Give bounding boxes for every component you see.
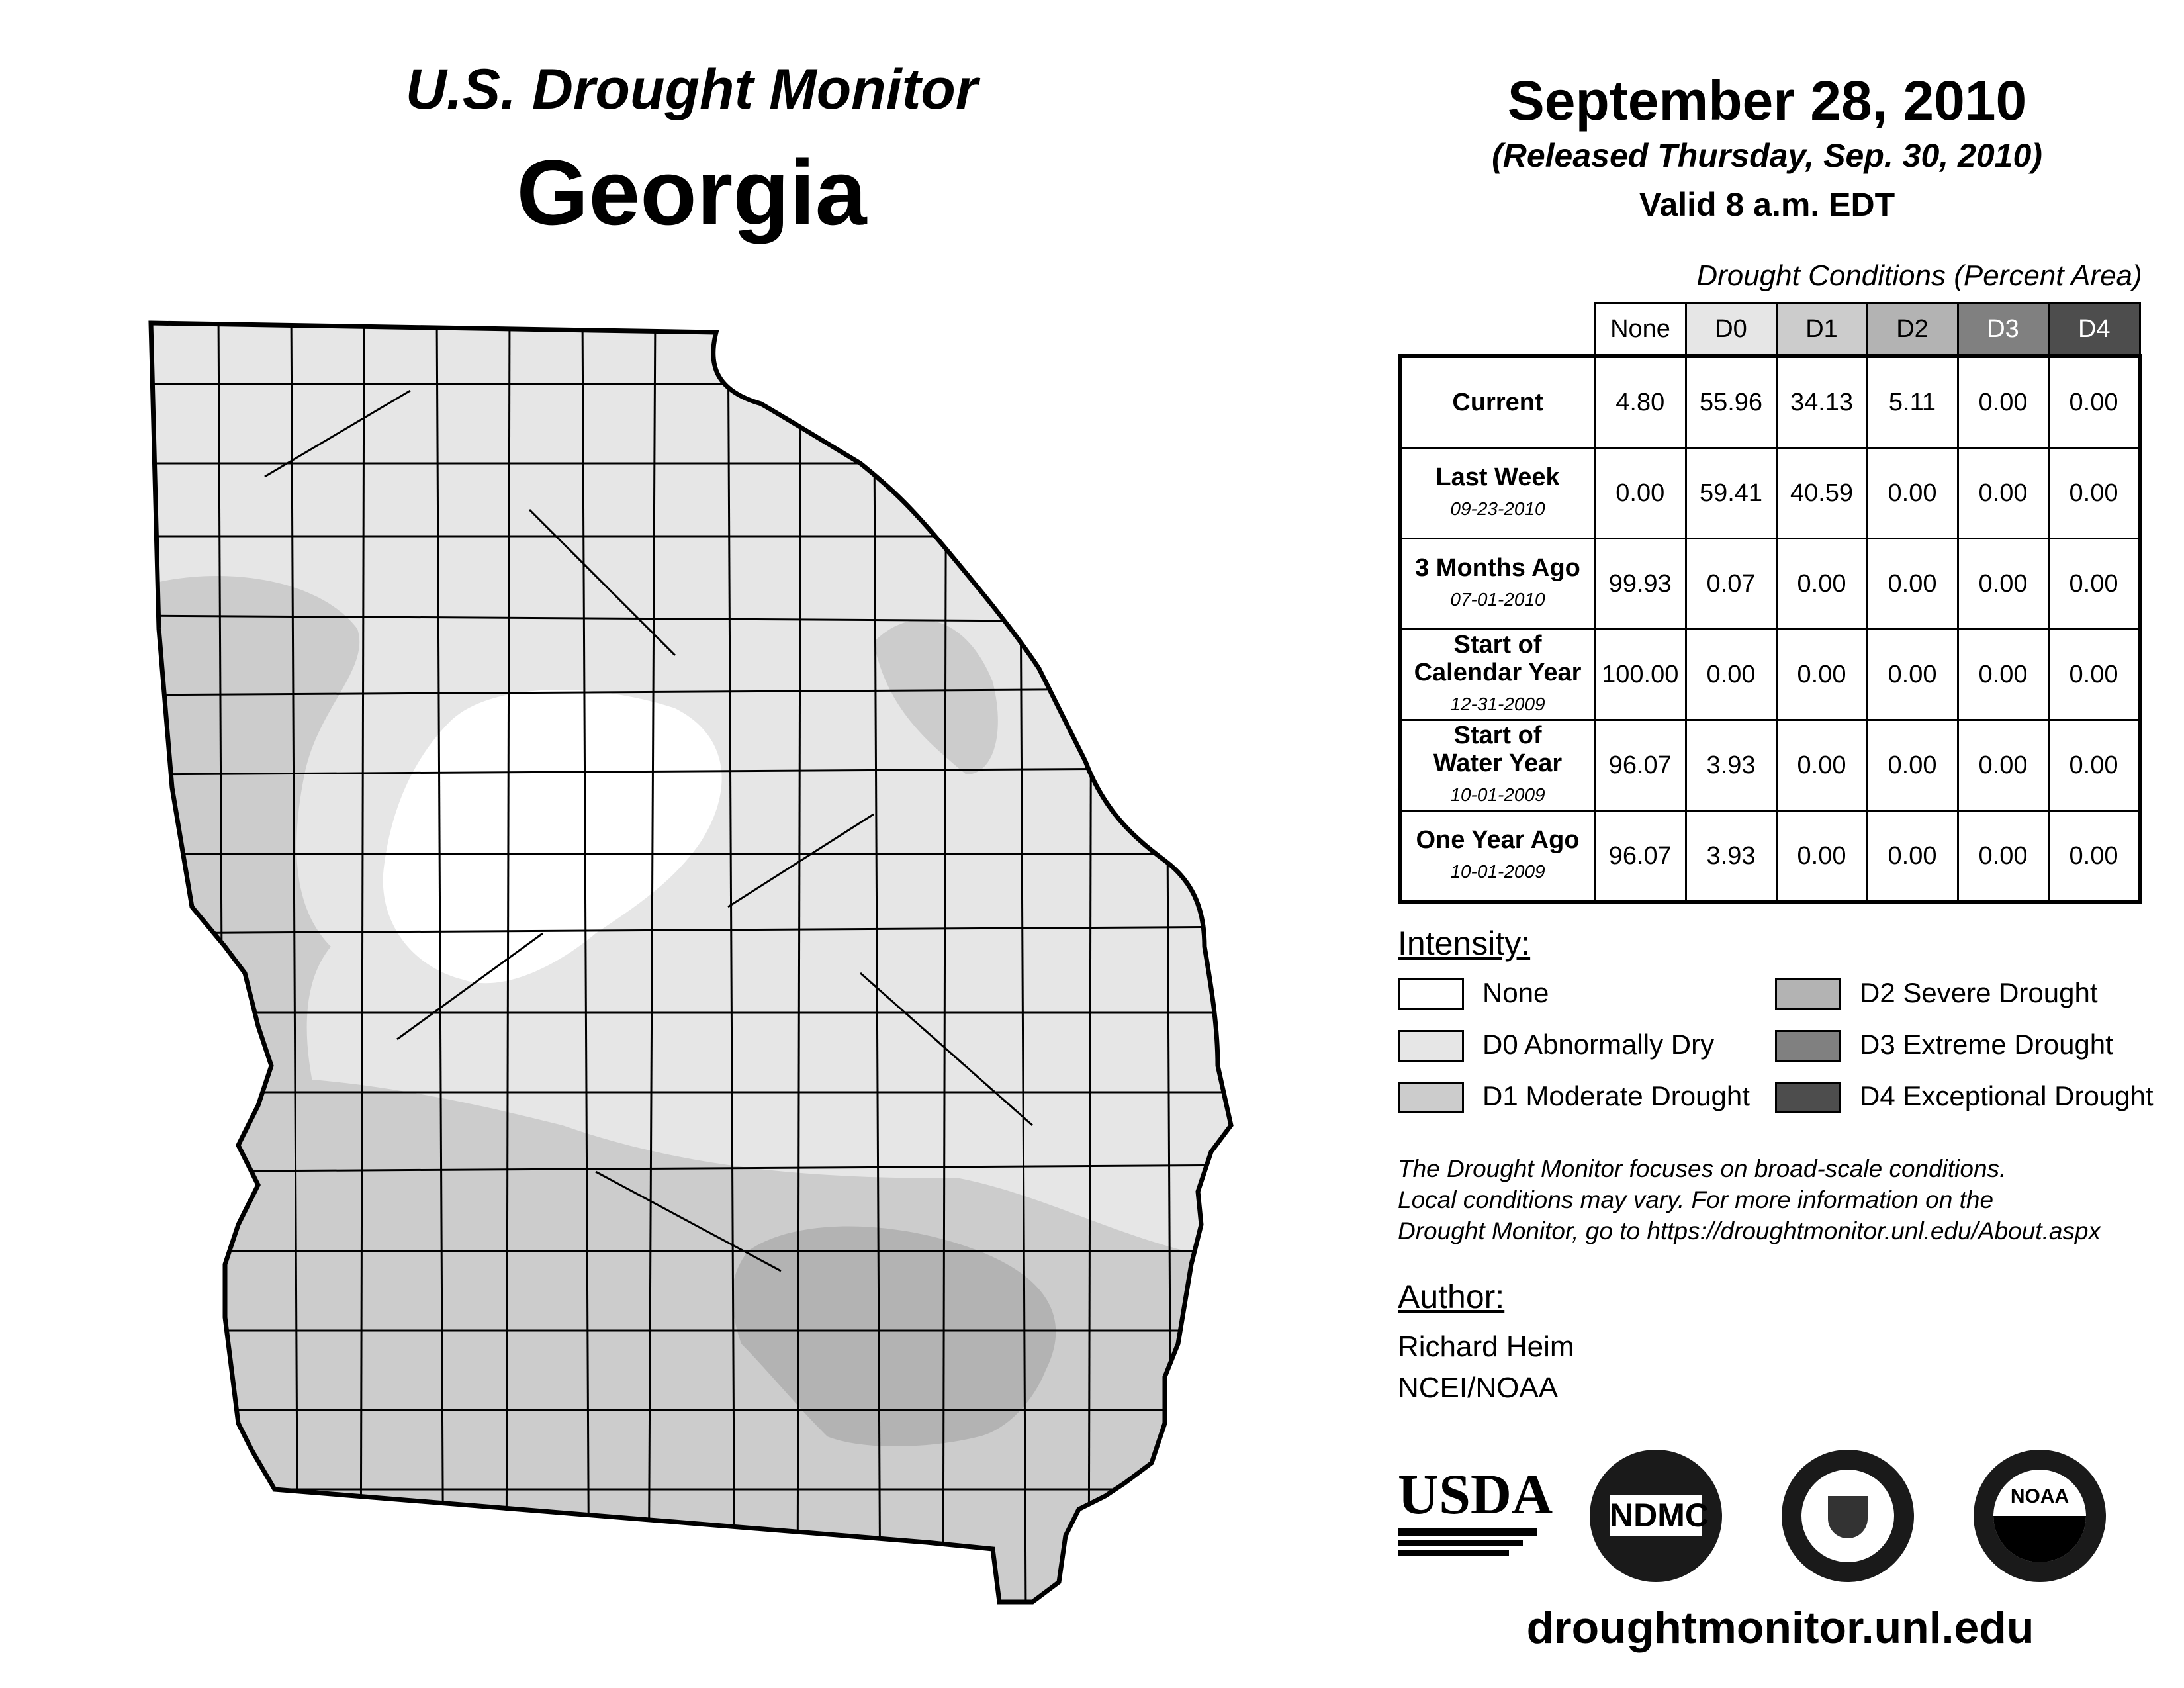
- usda-logo: USDA: [1398, 1464, 1537, 1564]
- cell-value: 0.00: [1958, 356, 2048, 448]
- cell-value: 0.00: [1776, 539, 1867, 630]
- note-line: The Drought Monitor focuses on broad-scale conditions.: [1398, 1155, 2007, 1182]
- row-label: [1400, 356, 1595, 448]
- column-header-d1: D1: [1776, 303, 1867, 357]
- table-row: [1400, 448, 2140, 539]
- row-label-line: Last Week: [1435, 463, 1560, 491]
- cell-value: 40.59: [1776, 448, 1867, 539]
- cell-value: 0.00: [1595, 448, 1686, 539]
- valid-time: Valid 8 a.m. EDT: [1639, 186, 1895, 223]
- author-name: Richard Heim: [1398, 1331, 1574, 1363]
- cell-value: 0.00: [1958, 539, 2048, 630]
- column-header-none: None: [1595, 303, 1686, 357]
- table-row: [1400, 811, 2140, 903]
- disclaimer-note: [1398, 1153, 2159, 1246]
- row-date: 10-01-2009: [1450, 861, 1545, 882]
- cell-value: 0.00: [1958, 720, 2048, 811]
- legend-label: None: [1482, 977, 1549, 1008]
- column-header-d2: D2: [1867, 303, 1958, 357]
- row-label-line: Start of: [1453, 631, 1542, 659]
- monitor-title: U.S. Drought Monitor: [405, 58, 978, 121]
- column-header-d3: D3: [1958, 303, 2048, 357]
- row-label-line: Calendar Year: [1414, 659, 1582, 686]
- row-label-line: One Year Ago: [1416, 826, 1580, 854]
- state-title: Georgia: [516, 140, 867, 244]
- cell-value: 59.41: [1686, 448, 1776, 539]
- row-label-line: Current: [1452, 389, 1543, 416]
- legend-swatch: [1398, 1030, 1464, 1062]
- cell-value: 0.00: [1867, 539, 1958, 630]
- cell-value: 0.00: [1776, 811, 1867, 903]
- ndmc-logo: NDMC: [1590, 1450, 1722, 1582]
- row-label: [1400, 539, 1595, 630]
- cell-value: 5.11: [1867, 356, 1958, 448]
- legend-swatch: [1775, 978, 1841, 1010]
- row-date: 09-23-2010: [1450, 498, 1545, 519]
- cell-value: 3.93: [1686, 811, 1776, 903]
- cell-value: 99.93: [1595, 539, 1686, 630]
- cell-value: 0.07: [1686, 539, 1776, 630]
- map-date: September 28, 2010: [1507, 70, 2027, 132]
- cell-value: 0.00: [2048, 356, 2140, 448]
- row-label-line: Water Year: [1433, 749, 1563, 777]
- cell-value: 0.00: [1867, 720, 1958, 811]
- cell-value: 0.00: [1776, 720, 1867, 811]
- column-header-d0: D0: [1686, 303, 1776, 357]
- georgia-drought-map: [132, 311, 1257, 1615]
- legend-label: D2 Severe Drought: [1860, 977, 2098, 1008]
- release-date: (Released Thursday, Sep. 30, 2010): [1492, 137, 2042, 174]
- legend-swatch: [1775, 1030, 1841, 1062]
- cell-value: 0.00: [1867, 630, 1958, 720]
- row-label: [1400, 448, 1595, 539]
- legend-label: D4 Exceptional Drought: [1860, 1080, 2154, 1111]
- cell-value: 0.00: [1776, 630, 1867, 720]
- cell-value: 4.80: [1595, 356, 1686, 448]
- note-line: Local conditions may vary. For more information on the: [1398, 1186, 1994, 1213]
- cell-value: 0.00: [1867, 448, 1958, 539]
- table-row: [1400, 539, 2140, 630]
- cell-value: 0.00: [1686, 630, 1776, 720]
- note-line: Drought Monitor, go to https://droughtmonitor.unl.edu/About.aspx: [1398, 1217, 2101, 1244]
- legend-label: D1 Moderate Drought: [1482, 1080, 1750, 1111]
- row-label: [1400, 720, 1595, 811]
- table-row: [1400, 356, 2140, 448]
- cell-value: 0.00: [2048, 811, 2140, 903]
- cell-value: 3.93: [1686, 720, 1776, 811]
- row-label: [1400, 811, 1595, 903]
- noaa-logo: NOAA: [1974, 1450, 2106, 1582]
- column-header-d4: D4: [2048, 303, 2140, 357]
- row-date: 07-01-2010: [1450, 589, 1545, 610]
- legend-label: D3 Extreme Drought: [1860, 1029, 2113, 1060]
- cell-value: 0.00: [2048, 720, 2140, 811]
- legend-swatch: [1775, 1082, 1841, 1113]
- cell-value: 55.96: [1686, 356, 1776, 448]
- site-url: droughtmonitor.unl.edu: [1526, 1603, 2034, 1653]
- cell-value: 0.00: [1958, 811, 2048, 903]
- legend-label: D0 Abnormally Dry: [1482, 1029, 1715, 1060]
- cell-value: 0.00: [1958, 448, 2048, 539]
- table-corner: [1400, 303, 1595, 357]
- legend-swatch: [1398, 1082, 1464, 1113]
- cell-value: 0.00: [1867, 811, 1958, 903]
- table-row: [1400, 720, 2140, 811]
- cell-value: 96.07: [1595, 720, 1686, 811]
- author-org: NCEI/NOAA: [1398, 1372, 1559, 1404]
- row-label-line: Start of: [1453, 722, 1542, 749]
- cell-value: 34.13: [1776, 356, 1867, 448]
- cell-value: 0.00: [2048, 448, 2140, 539]
- cell-value: 0.00: [2048, 630, 2140, 720]
- drought-conditions-table: [1398, 302, 2142, 904]
- row-label: [1400, 630, 1595, 720]
- table-row: [1400, 630, 2140, 720]
- row-label-line: 3 Months Ago: [1415, 554, 1580, 582]
- cell-value: 0.00: [1958, 630, 2048, 720]
- cell-value: 100.00: [1595, 630, 1686, 720]
- cell-value: 0.00: [2048, 539, 2140, 630]
- table-caption: Drought Conditions (Percent Area): [1696, 259, 2142, 292]
- row-date: 12-31-2009: [1450, 694, 1545, 714]
- legend-title: Intensity:: [1398, 925, 1531, 962]
- legend-swatch: [1398, 978, 1464, 1010]
- row-date: 10-01-2009: [1450, 784, 1545, 805]
- commerce-seal-logo: [1782, 1450, 1914, 1582]
- author-title: Author:: [1398, 1278, 1505, 1315]
- cell-value: 96.07: [1595, 811, 1686, 903]
